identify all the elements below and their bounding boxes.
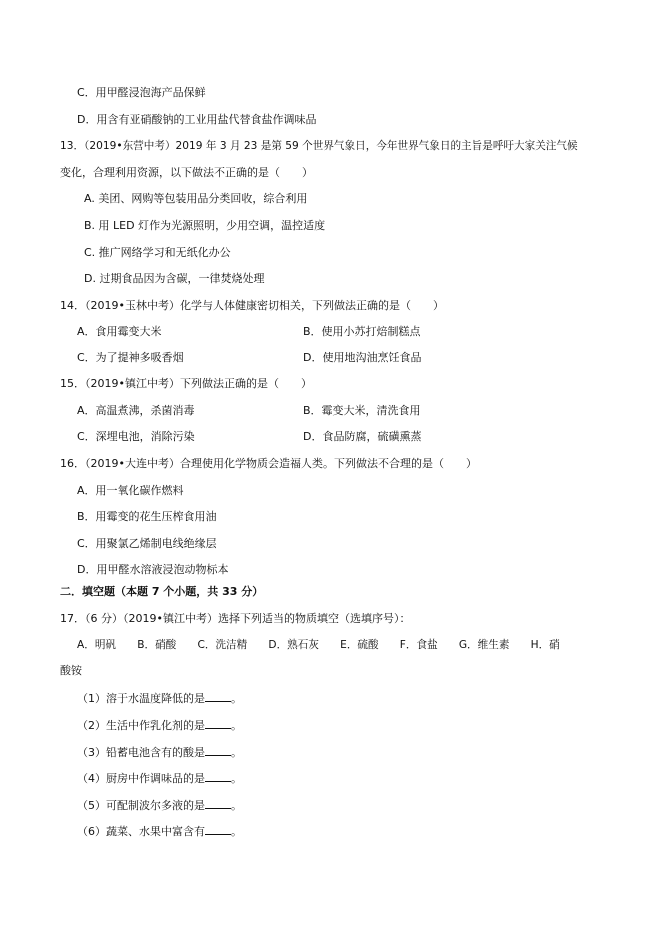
answer-blank: [205, 798, 231, 809]
q16-option-d: D．用甲醛水溶液浸泡动物标本: [77, 563, 229, 576]
q12-option-d: D．用含有亚硝酸钠的工业用盐代替食盐作调味品: [77, 113, 317, 126]
q17-sub-1: [77, 691, 242, 705]
answer-blank: [205, 691, 231, 702]
period: 。: [231, 692, 242, 705]
q16-option-a: A．用一氧化碳作燃料: [77, 484, 184, 497]
section-2-heading: 二．填空题（本题 7 个小题，共 33 分）: [60, 585, 264, 598]
q17-sub-3-text: （3）铅蓄电池含有的酸是: [77, 746, 205, 759]
answer-blank: [205, 718, 231, 729]
q15-option-d: D．食品防腐，硫磺熏蒸: [303, 430, 422, 443]
q16-option-b: B．用霉变的花生压榨食用油: [77, 510, 217, 523]
q15-option-b: B．霉变大米，清洗食用: [303, 404, 421, 417]
q17-options-cont: 酸铵: [60, 664, 82, 677]
answer-blank: [205, 824, 231, 835]
q15-option-a: A．高温煮沸，杀菌消毒: [77, 404, 195, 417]
q17-sub-3: [77, 745, 242, 759]
q17-sub-4-text: （4）厨房中作调味品的是: [77, 772, 205, 785]
answer-blank: [205, 771, 231, 782]
period: 。: [231, 799, 242, 812]
q17-sub-5: [77, 798, 242, 812]
q17-sub-2: [77, 718, 242, 732]
q17-options: A．明矾 B．硝酸 C．洗洁精 D．熟石灰 E．硫酸 F．食盐 G．维生素 H．硝: [77, 639, 560, 651]
q14-stem: 14．（2019•玉林中考）化学与人体健康密切相关，下列做法正确的是（ ）: [60, 299, 444, 312]
q14-option-a: A．食用霉变大米: [77, 325, 162, 338]
answer-blank: [205, 745, 231, 756]
q14-option-c: C．为了提神多吸香烟: [77, 351, 184, 364]
q12-option-c: C．用甲醛浸泡海产品保鲜: [77, 86, 206, 99]
period: 。: [231, 772, 242, 785]
q17-sub-2-text: （2）生活中作乳化剂的是: [77, 719, 205, 732]
q14-option-d: D．使用地沟油烹饪食品: [303, 351, 422, 364]
q17-sub-6-text: （6）蔬菜、水果中富含有: [77, 825, 205, 838]
q17-sub-6: [77, 824, 242, 838]
q13-stem-line2: 变化，合理利用资源，以下做法不正确的是（ ）: [60, 166, 313, 179]
q16-option-c: C．用聚氯乙烯制电线绝缘层: [77, 537, 217, 550]
q13-stem-line1: 13．（2019•东营中考）2019 年 3 月 23 是第 59 个世界气象日，今年世界气象日的主旨是呼吁大家关注气候: [60, 140, 578, 152]
q17-sub-1-text: （1）溶于水温度降低的是: [77, 692, 205, 705]
q13-option-b: B. 用 LED 灯作为光源照明，少用空调，温控适度: [84, 219, 326, 232]
q17-stem: 17．（6 分）（2019•镇江中考）选择下列适当的物质填空（选填序号）：: [60, 612, 411, 625]
q17-sub-5-text: （5）可配制波尔多液的是: [77, 799, 205, 812]
q16-stem: 16．（2019•大连中考）合理使用化学物质会造福人类。下列做法不合理的是（ ）: [60, 457, 477, 470]
q13-option-c: C. 推广网络学习和无纸化办公: [84, 246, 231, 259]
period: 。: [231, 719, 242, 732]
q15-stem: 15．（2019•镇江中考）下列做法正确的是（ ）: [60, 377, 312, 390]
q13-option-d: D. 过期食品因为含碳，一律焚烧处理: [84, 272, 265, 285]
q15-option-c: C．深埋电池，消除污染: [77, 430, 195, 443]
q14-option-b: B．使用小苏打焙制糕点: [303, 325, 421, 338]
period: 。: [231, 825, 242, 838]
period: 。: [231, 746, 242, 759]
q13-option-a: A. 美团、网购等包装用品分类回收，综合利用: [84, 192, 308, 205]
q17-sub-4: [77, 771, 242, 785]
